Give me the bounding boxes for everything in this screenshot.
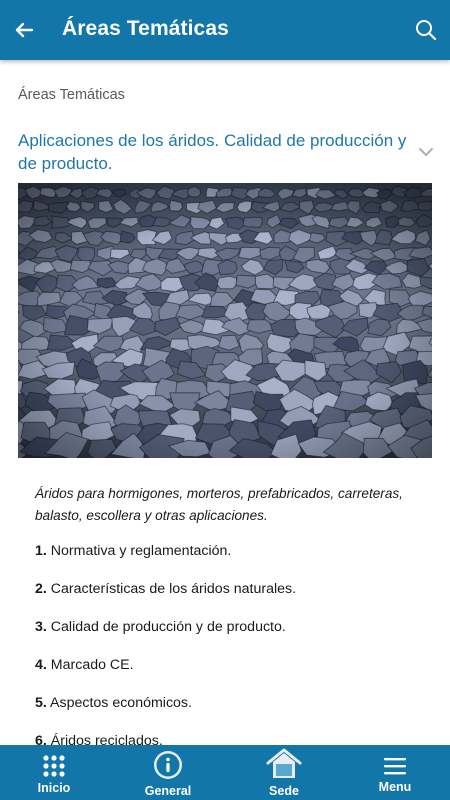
list-item[interactable] xyxy=(35,657,296,695)
hamburger-icon xyxy=(383,756,407,776)
aggregates-photo xyxy=(18,183,432,458)
list-item[interactable] xyxy=(35,581,296,619)
item-text: Marcado CE. xyxy=(50,657,134,673)
back-arrow-icon[interactable] xyxy=(10,16,38,44)
item-text: Áridos reciclados. xyxy=(50,733,163,745)
list-item[interactable] xyxy=(35,733,296,745)
nav-inicio-label: Inicio xyxy=(37,781,71,795)
nav-sede-label: Sede xyxy=(269,784,299,798)
app-bar xyxy=(0,0,450,60)
item-number: 3. xyxy=(35,619,47,635)
item-text: Características de los áridos naturales. xyxy=(50,581,297,597)
item-number: 4. xyxy=(35,657,47,673)
item-text: Normativa y reglamentación. xyxy=(50,543,232,559)
list-item[interactable] xyxy=(35,619,296,657)
house-icon xyxy=(266,748,302,780)
nav-general[interactable] xyxy=(128,745,208,800)
breadcrumb: Áreas Temáticas xyxy=(18,87,125,103)
info-icon xyxy=(153,750,183,780)
item-number: 1. xyxy=(35,543,47,559)
nav-inicio[interactable] xyxy=(14,745,94,800)
item-number: 6. xyxy=(35,733,47,745)
topics-list xyxy=(35,543,296,745)
item-number: 2. xyxy=(35,581,47,597)
nav-sede[interactable] xyxy=(244,745,324,800)
nav-menu-label: Menu xyxy=(378,780,412,794)
grid-dots-icon xyxy=(42,754,66,778)
list-item[interactable] xyxy=(35,543,296,581)
item-text: Calidad de producción y de producto. xyxy=(50,619,286,635)
nav-menu[interactable] xyxy=(355,745,435,800)
search-icon[interactable] xyxy=(412,16,440,44)
intro-text: Áridos para hormigones, morteros, prefabricados, carreteras, balasto, escollera y otras aplicaciones. xyxy=(35,486,403,523)
list-item[interactable] xyxy=(35,695,296,733)
chevron-down-icon[interactable] xyxy=(416,142,436,162)
bottom-nav xyxy=(0,745,450,800)
item-text: Aspectos económicos. xyxy=(50,695,192,711)
main-content[interactable] xyxy=(0,60,450,745)
nav-general-label: General xyxy=(144,784,192,798)
item-number: 5. xyxy=(35,695,47,711)
section-title[interactable]: Aplicaciones de los áridos. Calidad de producción y de producto. xyxy=(18,131,407,173)
page-title: Áreas Temáticas xyxy=(62,17,229,40)
